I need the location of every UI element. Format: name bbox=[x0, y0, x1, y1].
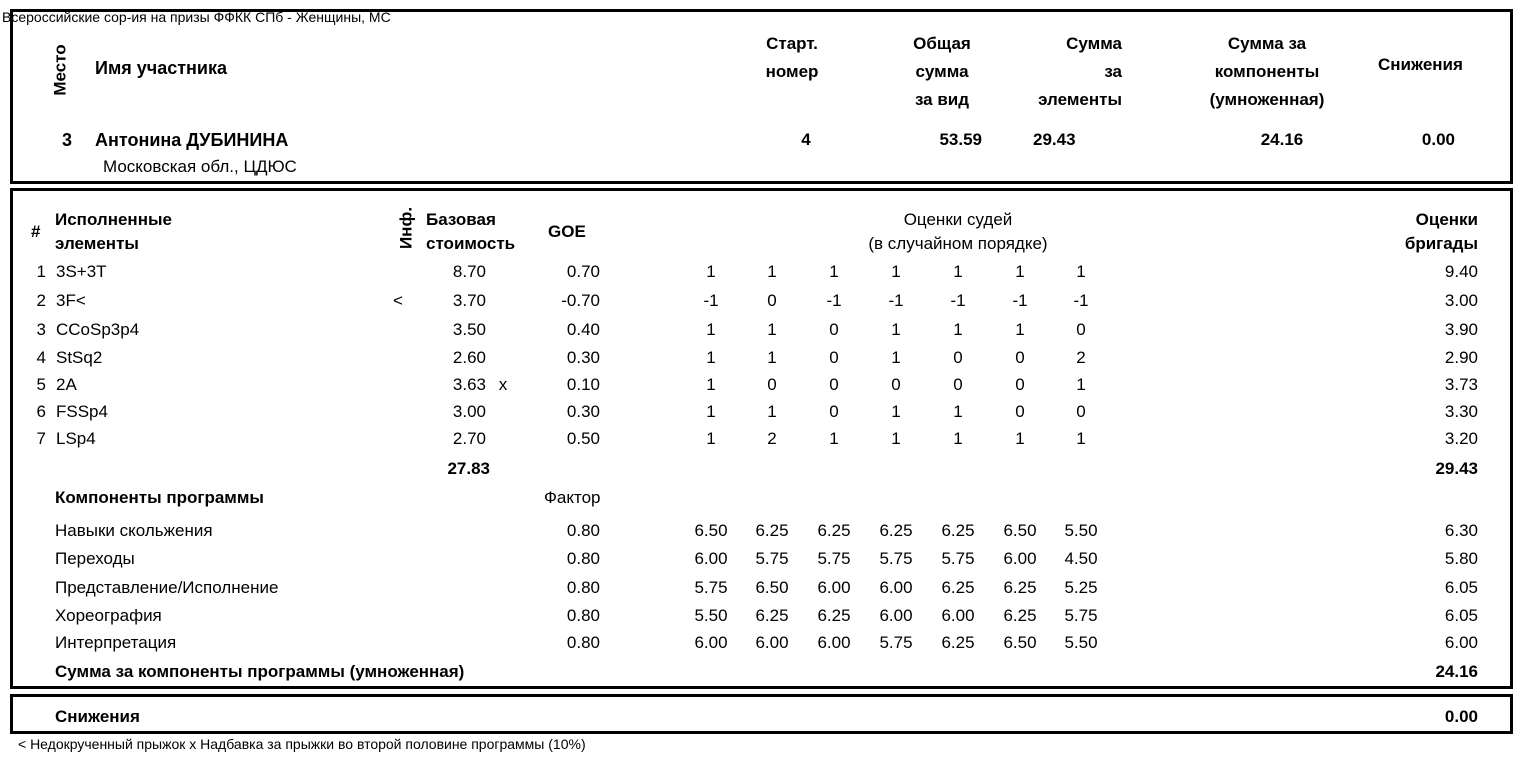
component-judge-score: 5.50 bbox=[694, 606, 728, 625]
judge-score: 1 bbox=[767, 320, 777, 339]
element-base-value: 8.70 bbox=[452, 262, 486, 281]
judge-score: 1 bbox=[1076, 429, 1086, 448]
judge-score: 2 bbox=[767, 429, 777, 448]
component-name: Интерпретация bbox=[55, 633, 177, 652]
component-judge-score: 6.25 bbox=[941, 578, 975, 597]
deductions-label: Снижения bbox=[1378, 55, 1463, 74]
element-panel-score: 3.90 bbox=[1444, 320, 1478, 339]
element-row-number: 5 bbox=[36, 375, 46, 394]
judge-score: 1 bbox=[767, 262, 777, 281]
element-row-number: 3 bbox=[36, 320, 46, 339]
judge-score: 1 bbox=[767, 348, 777, 367]
skater-elements-score: 29.43 bbox=[1033, 130, 1076, 149]
skater-club: Московская обл., ЦДЮС bbox=[103, 157, 297, 176]
judge-score: 0 bbox=[1076, 402, 1086, 421]
component-judge-score: 5.75 bbox=[755, 549, 789, 568]
component-factor: 0.80 bbox=[566, 633, 600, 652]
component-judge-score: 5.75 bbox=[817, 549, 851, 568]
element-goe: 0.50 bbox=[566, 429, 600, 448]
judge-score: 1 bbox=[1076, 262, 1086, 281]
element-row-number: 4 bbox=[36, 348, 46, 367]
judge-score: 1 bbox=[706, 375, 716, 394]
judge-score: -1 bbox=[950, 291, 966, 310]
component-judge-score: 6.00 bbox=[1003, 549, 1037, 568]
judge-score: 1 bbox=[891, 262, 901, 281]
event-title: Всероссийские сор-ия на призы ФФКК СПб - Женщины, МС bbox=[2, 9, 391, 25]
element-goe: 0.30 bbox=[566, 402, 600, 421]
legend: < Недокрученный прыжок x Надбавка за прыжки во второй половине программы (10%) bbox=[18, 736, 586, 752]
total-score-label: Общая сумма за вид bbox=[913, 34, 971, 109]
deductions-box-label: Снижения bbox=[55, 707, 140, 726]
component-judge-score: 6.00 bbox=[879, 578, 913, 597]
component-judge-score: 6.25 bbox=[941, 633, 975, 652]
col-goe-header: GOE bbox=[548, 222, 586, 241]
judge-score: -1 bbox=[1073, 291, 1089, 310]
col-num-header: # bbox=[31, 222, 41, 241]
component-name: Хореография bbox=[55, 606, 162, 625]
component-judge-score: 6.00 bbox=[879, 606, 913, 625]
judge-score: 1 bbox=[953, 429, 963, 448]
component-judge-score: 6.25 bbox=[817, 606, 851, 625]
element-panel-score: 3.20 bbox=[1444, 429, 1478, 448]
element-base-value: 3.50 bbox=[452, 320, 486, 339]
component-judge-score: 6.25 bbox=[755, 606, 789, 625]
judge-score: 1 bbox=[829, 429, 839, 448]
deductions-box bbox=[10, 694, 1513, 734]
component-judge-score: 6.00 bbox=[694, 633, 728, 652]
element-code: 2A bbox=[56, 375, 77, 394]
judge-score: 1 bbox=[706, 348, 716, 367]
component-factor: 0.80 bbox=[566, 578, 600, 597]
judge-score: 1 bbox=[1015, 320, 1025, 339]
skater-total: 53.59 bbox=[939, 130, 982, 149]
place-label: Место bbox=[50, 44, 70, 96]
element-panel-score: 3.30 bbox=[1444, 402, 1478, 421]
element-goe: 0.40 bbox=[566, 320, 600, 339]
component-name: Навыки скольжения bbox=[55, 521, 213, 540]
col-base-header: Базовая стоимость bbox=[426, 210, 516, 253]
component-judge-score: 5.75 bbox=[879, 549, 913, 568]
element-code: LSp4 bbox=[56, 429, 96, 448]
component-judge-score: 5.75 bbox=[694, 578, 728, 597]
component-judge-score: 6.25 bbox=[941, 521, 975, 540]
skater-place: 3 bbox=[62, 130, 73, 150]
judge-score: -1 bbox=[888, 291, 904, 310]
judge-score: 0 bbox=[1076, 320, 1086, 339]
deductions-box-value: 0.00 bbox=[1444, 707, 1478, 726]
element-base-value: 3.70 bbox=[452, 291, 486, 310]
component-judge-score: 6.00 bbox=[817, 633, 851, 652]
element-row-number: 2 bbox=[36, 291, 46, 310]
component-judge-score: 6.50 bbox=[1003, 521, 1037, 540]
element-goe: -0.70 bbox=[561, 291, 600, 310]
elements-score-label: Сумма за элементы bbox=[1038, 34, 1122, 109]
component-panel-score: 5.80 bbox=[1444, 549, 1478, 568]
panel-elements-total: 29.43 bbox=[1435, 459, 1478, 478]
component-judge-score: 6.00 bbox=[817, 578, 851, 597]
component-panel-score: 6.30 bbox=[1444, 521, 1478, 540]
judge-score: 0 bbox=[953, 348, 963, 367]
col-judges-header: Оценки судей (в случайном порядке) bbox=[868, 210, 1048, 253]
judge-score: 1 bbox=[1015, 262, 1025, 281]
col-element-header: Исполненные элементы bbox=[55, 210, 172, 253]
component-judge-score: 5.50 bbox=[1064, 521, 1098, 540]
components-total-label: Сумма за компоненты программы (умноженная) bbox=[55, 662, 465, 681]
element-row-number: 6 bbox=[36, 402, 46, 421]
name-label: Имя участника bbox=[95, 58, 228, 78]
element-code: 3S+3T bbox=[56, 262, 107, 281]
component-name: Переходы bbox=[55, 549, 135, 568]
judge-score: 1 bbox=[953, 320, 963, 339]
element-code: FSSp4 bbox=[56, 402, 108, 421]
judge-score: 1 bbox=[891, 402, 901, 421]
skater-name: Антонина ДУБИНИНА bbox=[95, 130, 289, 150]
component-panel-score: 6.05 bbox=[1444, 606, 1478, 625]
judge-score: 0 bbox=[1015, 348, 1025, 367]
judge-score: 1 bbox=[1015, 429, 1025, 448]
judge-score: 1 bbox=[706, 429, 716, 448]
judge-score: -1 bbox=[826, 291, 842, 310]
component-factor: 0.80 bbox=[566, 606, 600, 625]
component-judge-score: 6.50 bbox=[755, 578, 789, 597]
component-judge-score: 5.75 bbox=[941, 549, 975, 568]
judge-score: 0 bbox=[767, 375, 777, 394]
component-factor: 0.80 bbox=[566, 549, 600, 568]
component-judge-score: 6.25 bbox=[1003, 606, 1037, 625]
component-judge-score: 6.50 bbox=[694, 521, 728, 540]
component-judge-score: 6.00 bbox=[941, 606, 975, 625]
component-judge-score: 5.75 bbox=[879, 633, 913, 652]
component-judge-score: 6.25 bbox=[1003, 578, 1037, 597]
judge-score: -1 bbox=[1012, 291, 1028, 310]
element-base-value: 3.00 bbox=[452, 402, 486, 421]
judge-score: 1 bbox=[891, 320, 901, 339]
element-code: CCoSp3p4 bbox=[56, 320, 140, 339]
skater-deductions: 0.00 bbox=[1421, 130, 1455, 149]
judge-score: 1 bbox=[891, 429, 901, 448]
element-base-value: 2.60 bbox=[452, 348, 486, 367]
component-judge-score: 6.25 bbox=[879, 521, 913, 540]
judge-score: -1 bbox=[703, 291, 719, 310]
element-panel-score: 3.73 bbox=[1444, 375, 1478, 394]
component-judge-score: 5.25 bbox=[1064, 578, 1098, 597]
component-panel-score: 6.00 bbox=[1444, 633, 1478, 652]
judge-score: 1 bbox=[767, 402, 777, 421]
judge-score: 1 bbox=[953, 402, 963, 421]
judge-score: 0 bbox=[1015, 375, 1025, 394]
components-total: 24.16 bbox=[1435, 662, 1478, 681]
element-goe: 0.10 bbox=[566, 375, 600, 394]
judge-score: 1 bbox=[1076, 375, 1086, 394]
judge-score: 1 bbox=[706, 320, 716, 339]
judge-score: 0 bbox=[829, 375, 839, 394]
judge-score: 2 bbox=[1076, 348, 1086, 367]
start-number-label: Старт. номер bbox=[765, 34, 819, 81]
judge-score: 0 bbox=[953, 375, 963, 394]
component-judge-score: 6.00 bbox=[694, 549, 728, 568]
judge-score: 0 bbox=[767, 291, 777, 310]
judge-score: 1 bbox=[706, 402, 716, 421]
element-code: 3F< bbox=[56, 291, 86, 310]
element-base-value: 2.70 bbox=[452, 429, 486, 448]
components-score-label: Сумма за компоненты (умноженная) bbox=[1209, 34, 1325, 109]
judge-score: 1 bbox=[953, 262, 963, 281]
component-judge-score: 6.25 bbox=[817, 521, 851, 540]
col-info-header: Инф. bbox=[396, 206, 416, 250]
element-bonus-mark: x bbox=[498, 375, 508, 394]
judge-score: 0 bbox=[829, 348, 839, 367]
judge-score: 0 bbox=[829, 402, 839, 421]
element-code: StSq2 bbox=[56, 348, 103, 367]
element-row-number: 1 bbox=[36, 262, 46, 281]
judge-score: 1 bbox=[706, 262, 716, 281]
judge-score: 0 bbox=[891, 375, 901, 394]
component-judge-score: 6.50 bbox=[1003, 633, 1037, 652]
element-panel-score: 3.00 bbox=[1444, 291, 1478, 310]
base-value-total: 27.83 bbox=[447, 459, 490, 478]
judge-score: 0 bbox=[829, 320, 839, 339]
judge-score: 1 bbox=[891, 348, 901, 367]
skater-components-score: 24.16 bbox=[1260, 130, 1304, 149]
component-judge-score: 5.50 bbox=[1064, 633, 1098, 652]
judge-score: 1 bbox=[829, 262, 839, 281]
element-info: < bbox=[393, 291, 403, 310]
element-goe: 0.70 bbox=[566, 262, 600, 281]
component-judge-score: 6.00 bbox=[755, 633, 789, 652]
component-judge-score: 4.50 bbox=[1064, 549, 1098, 568]
col-panel-header: Оценки бригады bbox=[1404, 210, 1478, 253]
factor-label: Фактор bbox=[544, 488, 601, 507]
component-factor: 0.80 bbox=[566, 521, 600, 540]
component-name: Представление/Исполнение bbox=[55, 578, 279, 597]
element-goe: 0.30 bbox=[566, 348, 600, 367]
element-base-value: 3.63 bbox=[452, 375, 486, 394]
element-panel-score: 9.40 bbox=[1444, 262, 1478, 281]
element-row-number: 7 bbox=[36, 429, 46, 448]
components-title: Компоненты программы bbox=[55, 488, 264, 507]
skater-start-number: 4 bbox=[801, 130, 811, 149]
component-panel-score: 6.05 bbox=[1444, 578, 1478, 597]
element-panel-score: 2.90 bbox=[1444, 348, 1478, 367]
component-judge-score: 5.75 bbox=[1064, 606, 1098, 625]
judge-score: 0 bbox=[1015, 402, 1025, 421]
component-judge-score: 6.25 bbox=[755, 521, 789, 540]
